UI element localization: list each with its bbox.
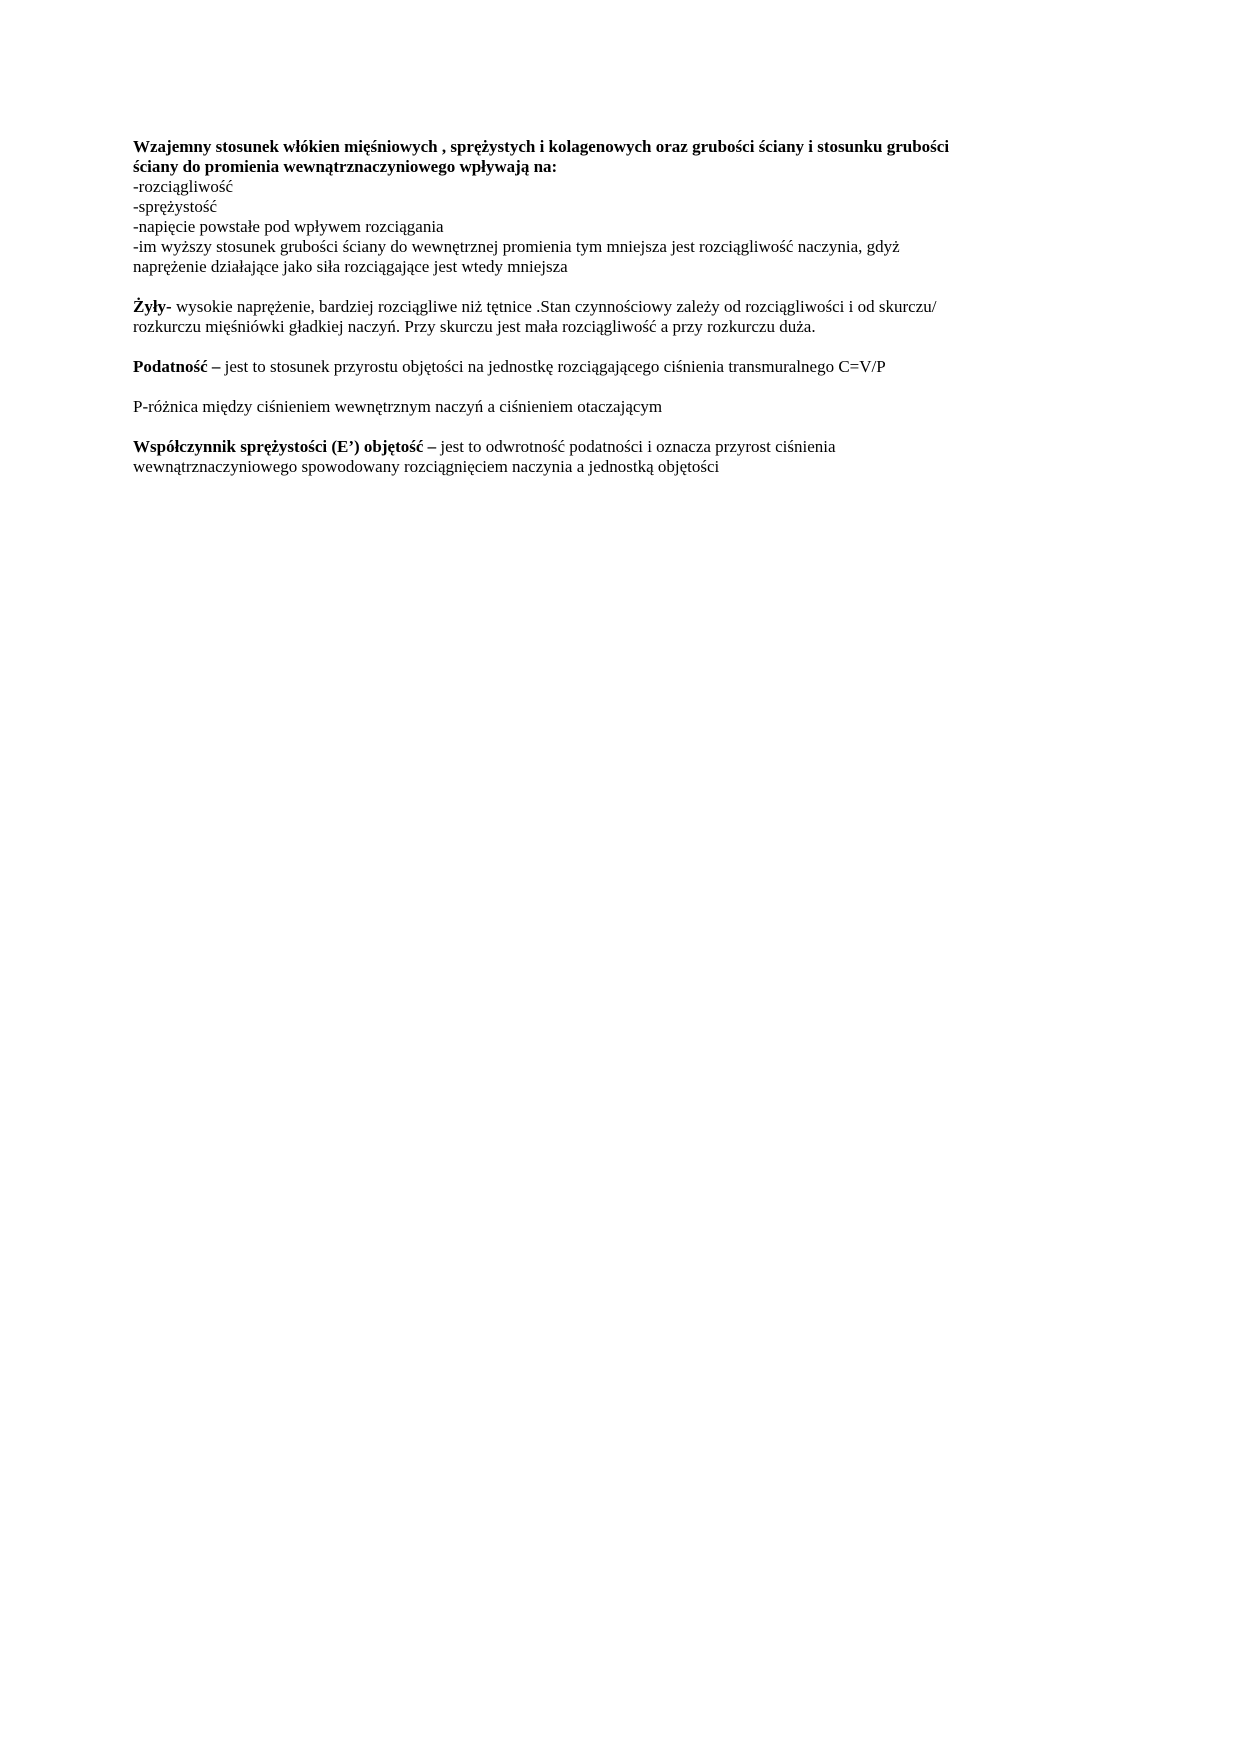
compliance-lead-text: Podatność – xyxy=(133,357,221,376)
veins-lead-text: Żyły- xyxy=(133,297,172,316)
list-item-text: -sprężystość xyxy=(133,197,218,216)
list-item-rozciagliwosc xyxy=(133,177,973,197)
elasticity-body-text: jest to odwrotność podatności i oznacza przyrost ciśnienia wewnątrznaczyniowego spowodowany rozciągnięciem naczynia a jednostką objętości xyxy=(133,437,836,476)
paragraph-elasticity xyxy=(133,437,973,477)
list-item-sprezystosc xyxy=(133,197,973,217)
intro-heading-text: Wzajemny stosunek włókien mięśniowych , sprężystych i kolagenowych oraz grubości ściany i stosunku grubości ściany do promienia wewnątrznaczyniowego wpływają na: xyxy=(133,137,950,176)
elasticity-lead-text: Współczynnik sprężystości (E’) objętość – xyxy=(133,437,437,456)
paragraph-veins xyxy=(133,297,973,337)
document-content xyxy=(133,137,973,477)
list-item-napiecie xyxy=(133,217,973,237)
list-item-text: -im wyższy stosunek grubości ściany do wewnętrznej promienia tym mniejsza jest rozciągliwość naczynia, gdyż naprężenie działające jako siła rozciągające jest wtedy mniejsza xyxy=(133,237,900,276)
paragraph-intro xyxy=(133,137,973,277)
compliance-body-text: jest to stosunek przyrostu objętości na jednostkę rozciągającego ciśnienia transmuralnego C=V/P xyxy=(220,357,886,376)
paragraph-pressure-note xyxy=(133,397,973,417)
list-item-text: -rozciągliwość xyxy=(133,177,234,196)
pressure-note-text: P-różnica między ciśnieniem wewnętrznym naczyń a ciśnieniem otaczającym xyxy=(133,397,663,416)
paragraph-compliance xyxy=(133,357,973,377)
veins-body-text: wysokie naprężenie, bardziej rozciągliwe niż tętnice .Stan czynnościowy zależy od rozciągliwości i od skurczu/ rozkurczu mięśniówki gładkiej naczyń. Przy skurczu jest mała rozciągliwość a przy rozkurczu duża. xyxy=(133,297,937,336)
list-item-stosunek-grubosci xyxy=(133,237,973,277)
intro-heading xyxy=(133,137,973,177)
list-item-text: -napięcie powstałe pod wpływem rozciągania xyxy=(133,217,444,236)
